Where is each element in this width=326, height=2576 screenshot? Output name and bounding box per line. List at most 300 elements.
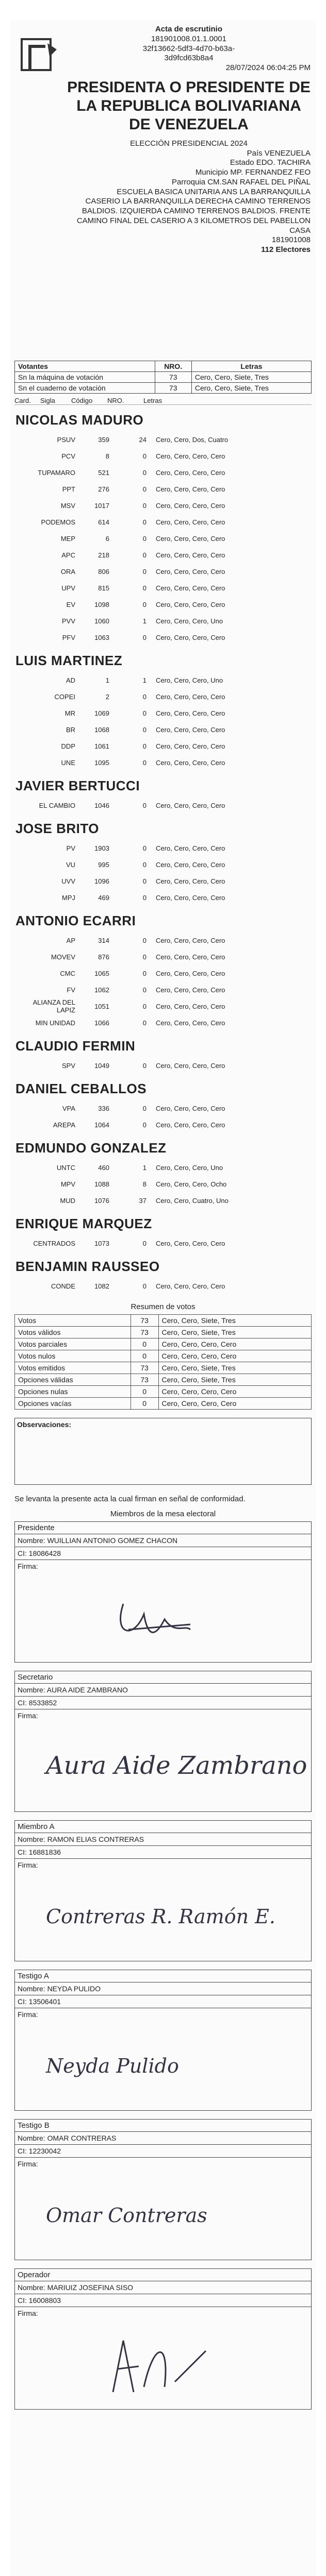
party-code: 1051 bbox=[94, 1002, 109, 1010]
party-words: Cero, Cero, Cero, Cero bbox=[156, 709, 225, 717]
party-row bbox=[14, 1176, 312, 1192]
party-party: PVV bbox=[61, 617, 75, 625]
firma-label: Firma: bbox=[18, 1711, 38, 1720]
members-list bbox=[14, 1521, 312, 2410]
member-role: Presidente bbox=[15, 1522, 311, 1534]
party-row bbox=[14, 873, 312, 889]
resumen-cell: Cero, Cero, Cero, Cero bbox=[158, 1398, 311, 1410]
acta-title: PRESIDENTA O PRESIDENTE DE LA REPUBLICA BOLIVARIANA DE VENEZUELA bbox=[67, 78, 311, 133]
candidates-list bbox=[14, 412, 312, 1294]
party-num: 0 bbox=[142, 518, 146, 526]
firma-label: Firma: bbox=[18, 2309, 38, 2317]
party-code: 1073 bbox=[94, 1239, 109, 1247]
party-code: 1095 bbox=[94, 758, 109, 767]
resumen-cell: 0 bbox=[131, 1398, 158, 1410]
party-row bbox=[14, 797, 312, 814]
party-party: MOVEV bbox=[51, 953, 75, 961]
member-firma bbox=[15, 2307, 311, 2409]
resumen-row bbox=[15, 1398, 312, 1410]
table-header: NRO. bbox=[155, 361, 191, 372]
hash-line-2: 3d9fcd63b8a4 bbox=[164, 54, 214, 63]
party-code: 1046 bbox=[94, 801, 109, 809]
signature-icon bbox=[36, 1722, 307, 1805]
party-code: 1076 bbox=[94, 1196, 109, 1205]
party-party: AP bbox=[66, 936, 75, 944]
party-num: 0 bbox=[142, 1061, 146, 1070]
party-row bbox=[14, 932, 312, 948]
party-party: PV bbox=[66, 844, 75, 852]
party-code: 8 bbox=[105, 452, 109, 460]
party-code: 336 bbox=[98, 1104, 109, 1112]
parish: Parroquia CM.SAN RAFAEL DEL PIÑAL bbox=[172, 177, 311, 187]
party-party: CONDE bbox=[51, 1282, 75, 1290]
party-code: 1062 bbox=[94, 986, 109, 994]
table-cell: Sn la máquina de votación bbox=[15, 372, 155, 383]
member-nombre: Nombre: MARIUIZ JOSEFINA SISO bbox=[15, 2281, 311, 2294]
resumen-table bbox=[14, 1314, 312, 1410]
party-code: 1 bbox=[105, 676, 109, 684]
resumen-cell: Cero, Cero, Cero, Cero bbox=[158, 1350, 311, 1362]
party-num: 0 bbox=[142, 584, 146, 592]
party-num: 0 bbox=[142, 468, 146, 477]
party-party: UNTC bbox=[56, 1163, 75, 1172]
party-num: 0 bbox=[142, 709, 146, 717]
party-code: 1065 bbox=[94, 969, 109, 977]
party-code: 6 bbox=[105, 534, 109, 543]
party-row bbox=[14, 431, 312, 448]
party-code: 1069 bbox=[94, 709, 109, 717]
candidate-name: ANTONIO ECARRI bbox=[15, 913, 136, 928]
party-num: 0 bbox=[142, 986, 146, 994]
party-num: 37 bbox=[139, 1196, 146, 1205]
member-nombre: Nombre: RAMON ELIAS CONTRERAS bbox=[15, 1833, 311, 1846]
candidate-name: LUIS MARTINEZ bbox=[15, 653, 123, 668]
party-row bbox=[14, 1278, 312, 1294]
conformity-notice: Se levanta la presente acta la cual firman en señal de conformidad. bbox=[14, 1495, 246, 1503]
votantes-table bbox=[14, 361, 312, 394]
party-party: COPEI bbox=[54, 692, 75, 701]
party-words: Cero, Cero, Cero, Cero bbox=[156, 1061, 225, 1070]
signature-icon bbox=[36, 1872, 273, 1954]
member-box bbox=[14, 1970, 312, 2111]
party-num: 0 bbox=[142, 742, 146, 750]
party-num: 0 bbox=[142, 485, 146, 493]
election-name: ELECCIÓN PRESIDENCIAL 2024 bbox=[130, 139, 248, 148]
party-words: Cero, Cero, Cero, Cero bbox=[156, 801, 225, 809]
candidate-name: JAVIER BERTUCCI bbox=[15, 778, 140, 793]
signature-icon bbox=[36, 2320, 273, 2402]
resumen-cell: Cero, Cero, Siete, Tres bbox=[158, 1315, 311, 1327]
cne-logo-icon bbox=[20, 36, 61, 77]
party-row bbox=[14, 497, 312, 514]
party-code: 218 bbox=[98, 551, 109, 559]
resumen-cell: 73 bbox=[131, 1327, 158, 1338]
resumen-cell: Votos parciales bbox=[15, 1338, 131, 1350]
state: Estado EDO. TACHIRA bbox=[230, 158, 311, 167]
party-num: 0 bbox=[142, 844, 146, 852]
party-code: 469 bbox=[98, 893, 109, 902]
signature-icon bbox=[36, 2021, 273, 2104]
resumen-row bbox=[15, 1374, 312, 1386]
table-header: Votantes bbox=[15, 361, 155, 372]
party-party: PPT bbox=[62, 485, 75, 493]
column-header: Código bbox=[71, 397, 93, 404]
member-role: Operador bbox=[15, 2269, 311, 2281]
resumen-title: Resumen de votos bbox=[131, 1302, 195, 1311]
acta-datetime: 28/07/2024 06:04:25 PM bbox=[225, 63, 311, 72]
party-words: Cero, Cero, Cero, Cero bbox=[156, 452, 225, 460]
party-party: PSUV bbox=[57, 435, 75, 444]
party-row bbox=[14, 754, 312, 771]
party-code: 1063 bbox=[94, 633, 109, 641]
firma-label: Firma: bbox=[18, 1860, 38, 1869]
party-words: Cero, Cero, Cero, Cero bbox=[156, 584, 225, 592]
party-row bbox=[14, 965, 312, 981]
party-num: 0 bbox=[142, 1282, 146, 1290]
table-row bbox=[15, 383, 312, 394]
resumen-row bbox=[15, 1350, 312, 1362]
member-box bbox=[14, 1521, 312, 1663]
party-row bbox=[14, 1014, 312, 1031]
party-words: Cero, Cero, Cuatro, Uno bbox=[156, 1196, 229, 1205]
resumen-row bbox=[15, 1338, 312, 1350]
resumen-cell: Opciones válidas bbox=[15, 1374, 131, 1386]
signature-text: Neyda Pulido bbox=[46, 2054, 179, 2077]
resumen-cell: Votos válidos bbox=[15, 1327, 131, 1338]
resumen-row bbox=[15, 1386, 312, 1398]
party-code: 521 bbox=[98, 468, 109, 477]
municipality: Municipio MP. FERNANDEZ FEO bbox=[195, 168, 311, 177]
center-code: 181901008 bbox=[271, 235, 311, 245]
party-words: Cero, Cero, Cero, Cero bbox=[156, 501, 225, 510]
party-row bbox=[14, 889, 312, 906]
party-row bbox=[14, 672, 312, 688]
party-row bbox=[14, 596, 312, 613]
table-cell: Cero, Cero, Siete, Tres bbox=[191, 372, 311, 383]
member-ci: CI: 18086428 bbox=[15, 1547, 311, 1560]
party-code: 1049 bbox=[94, 1061, 109, 1070]
resumen-row bbox=[15, 1315, 312, 1327]
party-code: 2 bbox=[105, 692, 109, 701]
party-num: 1 bbox=[142, 1163, 146, 1172]
party-code: 806 bbox=[98, 567, 109, 575]
party-num: 0 bbox=[142, 534, 146, 543]
member-nombre: Nombre: NEYDA PULIDO bbox=[15, 1982, 311, 1995]
party-row bbox=[14, 547, 312, 563]
party-words: Cero, Cero, Cero, Cero bbox=[156, 1282, 225, 1290]
resumen-row bbox=[15, 1327, 312, 1338]
candidate-name: NICOLAS MADURO bbox=[15, 412, 144, 428]
party-num: 24 bbox=[139, 435, 146, 444]
party-num: 0 bbox=[142, 860, 146, 869]
member-firma bbox=[15, 1859, 311, 1961]
resumen-cell: Cero, Cero, Cero, Cero bbox=[158, 1386, 311, 1398]
candidate-name: CLAUDIO FERMIN bbox=[15, 1038, 136, 1054]
party-num: 0 bbox=[142, 1019, 146, 1027]
party-words: Cero, Cero, Cero, Cero bbox=[156, 633, 225, 641]
party-party: PFV bbox=[62, 633, 75, 641]
votantes-section bbox=[14, 361, 312, 2410]
party-num: 1 bbox=[142, 676, 146, 684]
party-row bbox=[14, 1192, 312, 1209]
resumen-cell: Votos emitidos bbox=[15, 1362, 131, 1374]
party-num: 0 bbox=[142, 1002, 146, 1010]
party-words: Cero, Cero, Cero, Cero bbox=[156, 518, 225, 526]
party-row bbox=[14, 1159, 312, 1176]
column-header: NRO. bbox=[107, 397, 124, 404]
member-firma bbox=[15, 2158, 311, 2260]
party-code: 276 bbox=[98, 485, 109, 493]
party-party: EV bbox=[66, 600, 75, 608]
member-nombre: Nombre: AURA AIDE ZAMBRANO bbox=[15, 1684, 311, 1697]
party-num: 0 bbox=[142, 893, 146, 902]
party-code: 1060 bbox=[94, 617, 109, 625]
party-row bbox=[14, 1235, 312, 1251]
member-role: Testigo A bbox=[15, 1970, 311, 1982]
party-party: VPA bbox=[62, 1104, 75, 1112]
party-row bbox=[14, 688, 312, 705]
party-num: 0 bbox=[142, 801, 146, 809]
party-row bbox=[14, 1100, 312, 1116]
signature-icon bbox=[36, 1573, 273, 1655]
party-party: TUPAMARO bbox=[38, 468, 75, 477]
candidate-name: BENJAMIN RAUSSEO bbox=[15, 1259, 160, 1274]
party-party: BR bbox=[66, 725, 75, 734]
member-box bbox=[14, 1820, 312, 1961]
party-party: UVV bbox=[61, 877, 75, 885]
party-num: 1 bbox=[142, 617, 146, 625]
acta-paper bbox=[10, 21, 316, 2576]
resumen-cell: 73 bbox=[131, 1315, 158, 1327]
resumen-cell: Cero, Cero, Siete, Tres bbox=[158, 1327, 311, 1338]
party-party: MUD bbox=[60, 1196, 75, 1205]
candidate-name: JOSE BRITO bbox=[15, 821, 100, 836]
table-header: Letras bbox=[191, 361, 311, 372]
table-cell: 73 bbox=[155, 372, 191, 383]
party-party: DDP bbox=[61, 742, 75, 750]
party-party: UNE bbox=[61, 758, 75, 767]
party-words: Cero, Cero, Cero, Cero bbox=[156, 758, 225, 767]
member-ci: CI: 13506401 bbox=[15, 1995, 311, 2008]
acta-code: 181901008.01.1.0001 bbox=[151, 34, 226, 43]
party-num: 0 bbox=[142, 567, 146, 575]
party-words: Cero, Cero, Cero, Cero bbox=[156, 600, 225, 608]
party-row bbox=[14, 563, 312, 580]
resumen-cell: Cero, Cero, Siete, Tres bbox=[158, 1362, 311, 1374]
party-party: MPV bbox=[60, 1180, 75, 1188]
member-box bbox=[14, 2119, 312, 2260]
column-header: Card. bbox=[14, 397, 31, 404]
electores-count: 112 Electores bbox=[261, 245, 311, 254]
party-code: 1017 bbox=[94, 501, 109, 510]
party-words: Cero, Cero, Cero, Cero bbox=[156, 725, 225, 734]
party-row bbox=[14, 514, 312, 530]
resumen-cell: Opciones vacías bbox=[15, 1398, 131, 1410]
party-code: 1082 bbox=[94, 1282, 109, 1290]
party-row bbox=[14, 705, 312, 721]
resumen-cell: Votos nulos bbox=[15, 1350, 131, 1362]
party-party: MIN UNIDAD bbox=[35, 1019, 75, 1027]
party-party: PODEMOS bbox=[41, 518, 75, 526]
party-party: SPV bbox=[61, 1061, 75, 1070]
resumen-cell: Cero, Cero, Cero, Cero bbox=[158, 1338, 311, 1350]
party-num: 0 bbox=[142, 633, 146, 641]
party-words: Cero, Cero, Cero, Cero bbox=[156, 893, 225, 902]
party-words: Cero, Cero, Cero, Cero bbox=[156, 1002, 225, 1010]
member-nombre: Nombre: WUILLIAN ANTONIO GOMEZ CHACON bbox=[15, 1534, 311, 1547]
party-num: 0 bbox=[142, 758, 146, 767]
party-code: 1903 bbox=[94, 844, 109, 852]
party-words: Cero, Cero, Cero, Cero bbox=[156, 485, 225, 493]
member-nombre: Nombre: OMAR CONTRERAS bbox=[15, 2132, 311, 2145]
resumen-cell: 0 bbox=[131, 1338, 158, 1350]
resumen-cell: Cero, Cero, Siete, Tres bbox=[158, 1374, 311, 1386]
resumen-cell: 73 bbox=[131, 1374, 158, 1386]
member-box bbox=[14, 2268, 312, 2410]
school: ESCUELA BASICA UNITARIA ANS LA BARRANQUILLA bbox=[117, 187, 311, 196]
column-header: Letras bbox=[143, 397, 162, 404]
party-row bbox=[14, 1116, 312, 1133]
party-words: Cero, Cero, Cero, Uno bbox=[156, 1163, 223, 1172]
observaciones-label: Observaciones: bbox=[17, 1420, 72, 1429]
party-words: Cero, Cero, Cero, Cero bbox=[156, 551, 225, 559]
party-num: 0 bbox=[142, 600, 146, 608]
party-code: 1096 bbox=[94, 877, 109, 885]
party-party: AREPA bbox=[53, 1121, 75, 1129]
party-party: APC bbox=[61, 551, 75, 559]
party-code: 995 bbox=[98, 860, 109, 869]
party-code: 815 bbox=[98, 584, 109, 592]
party-words: Cero, Cero, Cero, Cero bbox=[156, 953, 225, 961]
member-role: Testigo B bbox=[15, 2120, 311, 2132]
party-words: Cero, Cero, Cero, Cero bbox=[156, 567, 225, 575]
party-row bbox=[14, 856, 312, 873]
signature-text: Contreras R. Ramón E. bbox=[46, 1905, 275, 1928]
party-words: Cero, Cero, Cero, Cero bbox=[156, 534, 225, 543]
party-words: Cero, Cero, Cero, Cero bbox=[156, 969, 225, 977]
party-code: 1088 bbox=[94, 1180, 109, 1188]
resumen-cell: Opciones nulas bbox=[15, 1386, 131, 1398]
party-words: Cero, Cero, Cero, Cero bbox=[156, 844, 225, 852]
signature-text: Aura Aide Zambrano bbox=[46, 1751, 307, 1780]
party-code: 1098 bbox=[94, 600, 109, 608]
party-party: MSV bbox=[60, 501, 75, 510]
country: País VENEZUELA bbox=[247, 148, 311, 158]
party-party: FV bbox=[67, 986, 75, 994]
party-code: 876 bbox=[98, 953, 109, 961]
mesa-title: Miembros de la mesa electoral bbox=[110, 1509, 216, 1518]
party-words: Cero, Cero, Cero, Cero bbox=[156, 692, 225, 701]
party-code: 1061 bbox=[94, 742, 109, 750]
party-party: ORA bbox=[60, 567, 75, 575]
party-words: Cero, Cero, Cero, Ocho bbox=[156, 1180, 227, 1188]
party-num: 0 bbox=[142, 1239, 146, 1247]
party-row bbox=[14, 629, 312, 646]
party-words: Cero, Cero, Cero, Uno bbox=[156, 617, 223, 625]
party-words: Cero, Cero, Cero, Cero bbox=[156, 468, 225, 477]
observaciones-box bbox=[14, 1418, 312, 1485]
party-words: Cero, Cero, Cero, Uno bbox=[156, 676, 223, 684]
party-num: 0 bbox=[142, 969, 146, 977]
party-row bbox=[14, 948, 312, 965]
party-num: 0 bbox=[142, 877, 146, 885]
member-ci: CI: 8533852 bbox=[15, 1697, 311, 1709]
party-num: 0 bbox=[142, 452, 146, 460]
party-code: 1068 bbox=[94, 725, 109, 734]
member-ci: CI: 16008803 bbox=[15, 2294, 311, 2307]
member-firma bbox=[15, 1709, 311, 1811]
party-words: Cero, Cero, Cero, Cero bbox=[156, 1239, 225, 1247]
party-row bbox=[14, 1057, 312, 1074]
address: CASERIO LA BARRANQUILLA DERECHA CAMINO TERRENOS BALDIOS. IZQUIERDA CAMINO TERRENOS BALDIOS. FRENTE CAMINO FINAL DEL CASERIO A 3 KILOMETROS DEL PABELLON CASA bbox=[76, 197, 311, 235]
party-row bbox=[14, 721, 312, 738]
firma-label: Firma: bbox=[18, 1562, 38, 1570]
party-code: 1066 bbox=[94, 1019, 109, 1027]
party-code: 359 bbox=[98, 435, 109, 444]
party-code: 460 bbox=[98, 1163, 109, 1172]
party-party: CENTRADOS bbox=[33, 1239, 75, 1247]
party-num: 0 bbox=[142, 953, 146, 961]
signature-icon bbox=[36, 2171, 273, 2253]
party-row bbox=[14, 448, 312, 464]
party-row bbox=[14, 464, 312, 481]
signature-text: Omar Contreras bbox=[46, 2204, 207, 2227]
resumen-cell: 73 bbox=[131, 1362, 158, 1374]
party-words: Cero, Cero, Dos, Cuatro bbox=[156, 435, 229, 444]
table-cell: Sn el cuaderno de votación bbox=[15, 383, 155, 394]
party-party: MPJ bbox=[62, 893, 75, 902]
resumen-cell: 0 bbox=[131, 1350, 158, 1362]
party-row bbox=[14, 481, 312, 497]
party-row bbox=[14, 580, 312, 596]
acta-label: Acta de escrutinio bbox=[155, 25, 223, 33]
party-row bbox=[14, 530, 312, 547]
member-firma bbox=[15, 1560, 311, 1662]
party-party: UPV bbox=[61, 584, 75, 592]
firma-label: Firma: bbox=[18, 2010, 38, 2019]
party-words: Cero, Cero, Cero, Cero bbox=[156, 860, 225, 869]
member-ci: CI: 16881836 bbox=[15, 1846, 311, 1859]
party-row bbox=[14, 998, 312, 1014]
party-num: 0 bbox=[142, 936, 146, 944]
party-row bbox=[14, 738, 312, 754]
party-party: MEP bbox=[60, 534, 75, 543]
party-party: ALIANZA DEL LAPIZ bbox=[32, 998, 75, 1014]
party-party: AD bbox=[66, 676, 75, 684]
party-words: Cero, Cero, Cero, Cero bbox=[156, 877, 225, 885]
party-num: 0 bbox=[142, 725, 146, 734]
party-code: 614 bbox=[98, 518, 109, 526]
firma-label: Firma: bbox=[18, 2159, 38, 2168]
party-num: 0 bbox=[142, 1104, 146, 1112]
table-cell: Cero, Cero, Siete, Tres bbox=[191, 383, 311, 394]
party-num: 0 bbox=[142, 501, 146, 510]
party-words: Cero, Cero, Cero, Cero bbox=[156, 1121, 225, 1129]
party-party: CMC bbox=[60, 969, 75, 977]
candidate-name: ENRIQUE MARQUEZ bbox=[15, 1216, 152, 1231]
column-headers bbox=[14, 397, 312, 405]
party-words: Cero, Cero, Cero, Cero bbox=[156, 1104, 225, 1112]
party-words: Cero, Cero, Cero, Cero bbox=[156, 936, 225, 944]
member-ci: CI: 12230042 bbox=[15, 2145, 311, 2158]
party-row bbox=[14, 840, 312, 856]
candidate-name: DANIEL CEBALLOS bbox=[15, 1081, 147, 1096]
party-num: 0 bbox=[142, 551, 146, 559]
resumen-row bbox=[15, 1362, 312, 1374]
party-code: 1064 bbox=[94, 1121, 109, 1129]
table-row bbox=[15, 372, 312, 383]
party-party: VU bbox=[66, 860, 75, 869]
